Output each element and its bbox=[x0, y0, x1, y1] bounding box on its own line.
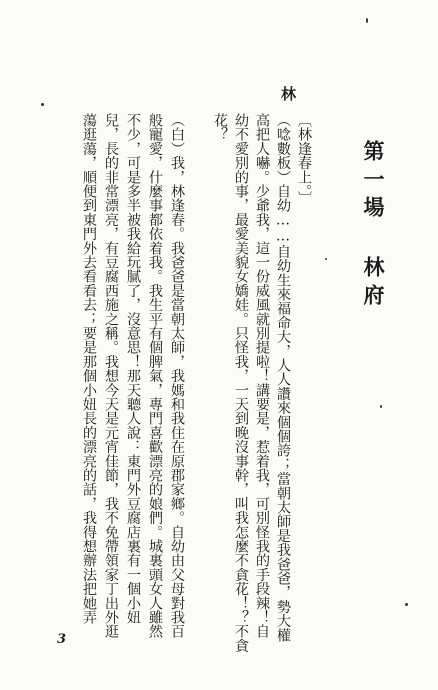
text-column: 幼不愛別的事，最愛美貌女嬌娃。只怪我，一天到晚沒事幹，叫我怎麼不貪花！？不貪 bbox=[233, 113, 249, 653]
text-column: 不少，可是多半被我給玩膩了，沒意思！那天聽人說：東門外豆腐店裏有一個小妞 bbox=[125, 113, 141, 625]
text-column: 高把人嚇。少爺我，這一份威風就別提啦！講要是，惹着我，可別怪我的手段辣！自 bbox=[254, 113, 270, 639]
text-column: （唸數板）自幼……自幼生來福命大，人人讚來個個誇；當朝太師是我爸爸，勢大權 bbox=[275, 113, 291, 642]
text-column: （白）我，林逢春。我爸爸是當朝太師，我媽和我住在原郡家鄉。自幼由父母對我百 bbox=[169, 113, 185, 639]
text-column: 花？ bbox=[212, 113, 228, 142]
print-speck bbox=[366, 18, 368, 23]
text-column: 蕩逛蕩，順便到東門外去看看去；要是那個小妞長的漂亮的話，我得想辦法把她弄 bbox=[81, 113, 97, 625]
print-speck bbox=[325, 258, 327, 260]
text-column: 兒，長的非常漂亮，有豆腐西施之稱。我想今天是元宵佳節，我不免帶領家丁出外逛 bbox=[103, 113, 119, 639]
text-column: 〔林逢春上。〕 bbox=[296, 113, 312, 206]
page-number: 3 bbox=[57, 632, 67, 647]
scene-title: 第一場 林府 bbox=[361, 140, 386, 312]
text-column: 般寵愛，什麼事都依着我。我生平有個脾氣，專門喜歡漂亮的娘們。城裏頭女人雖然 bbox=[147, 113, 163, 639]
speaker-name: 林 bbox=[279, 86, 297, 101]
print-speck bbox=[380, 405, 382, 408]
print-speck bbox=[405, 603, 408, 606]
print-speck bbox=[41, 103, 44, 106]
